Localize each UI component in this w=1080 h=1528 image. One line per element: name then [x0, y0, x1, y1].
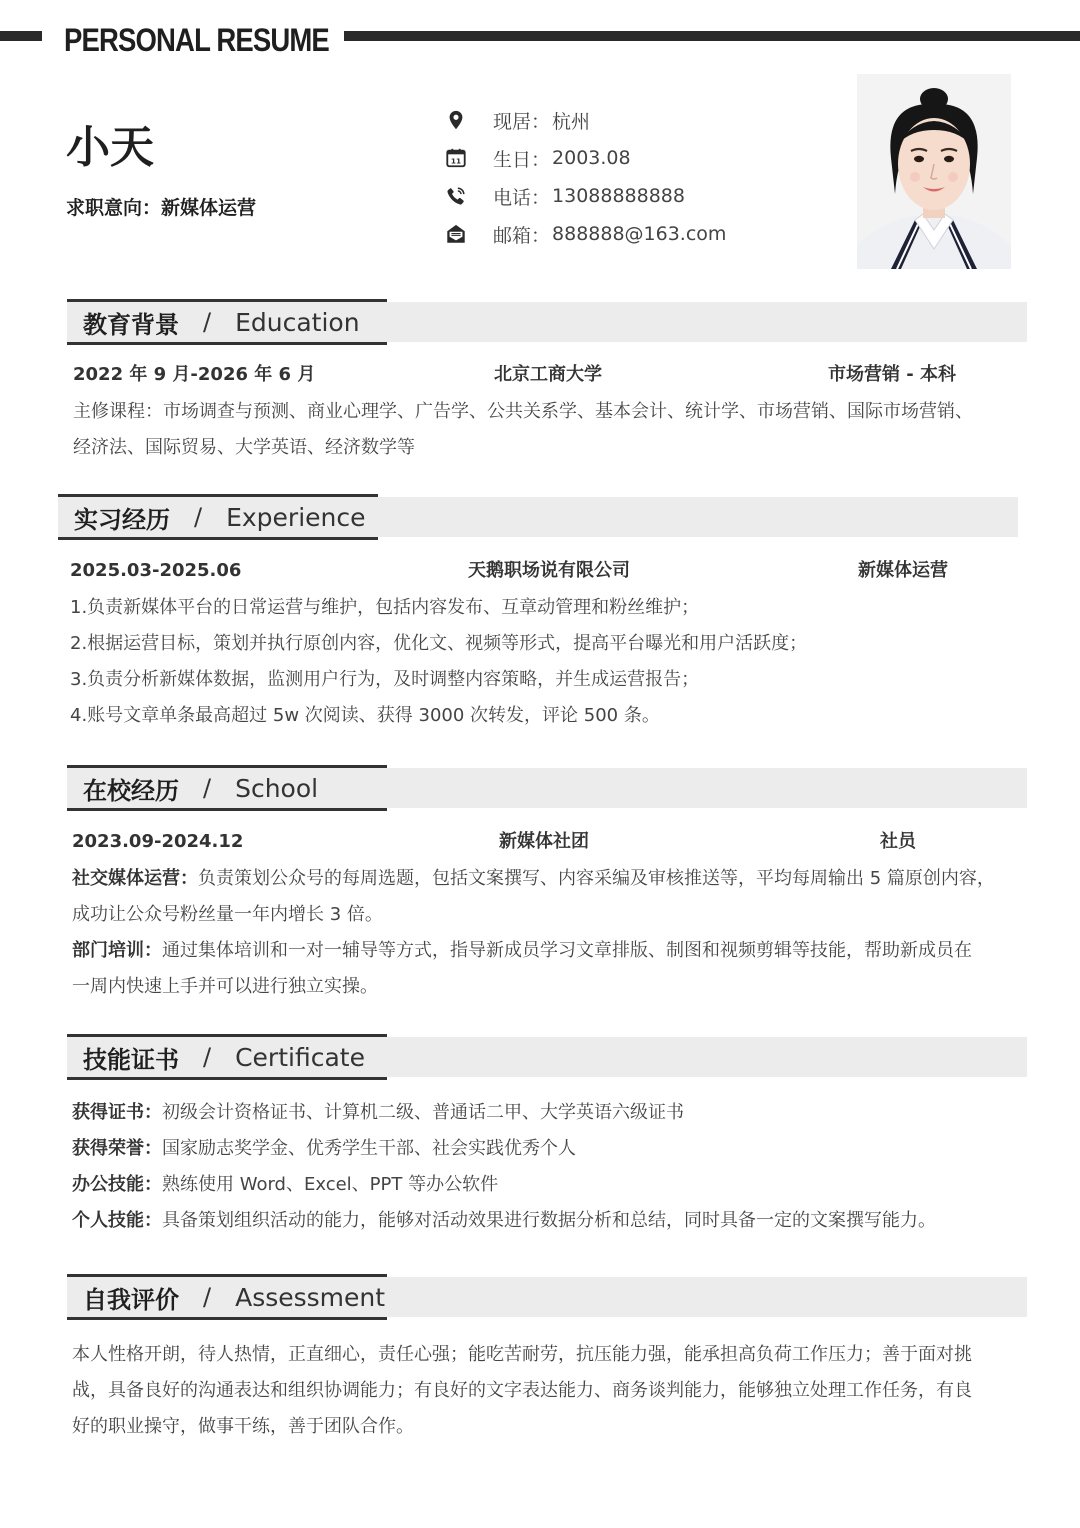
section-title-zh: 在校经历	[83, 776, 179, 805]
school-item-2-line1	[72, 933, 972, 969]
info-location-value: 杭州	[552, 110, 591, 133]
experience-item-3: 3.负责分析新媒体数据，监测用户行为，及时调整内容策略，并生成运营报告；	[70, 669, 700, 690]
info-location-label: 现居：	[493, 110, 551, 133]
section-title-en: Certificate	[235, 1042, 365, 1072]
experience-position: 新媒体运营	[858, 560, 948, 581]
job-intent-value: 新媒体运营	[161, 197, 257, 219]
section-title-zh: 教育背景	[83, 310, 179, 339]
certificate-item-value: 具备策划组织活动的能力，能够对活动效果进行数据分析和总结，同时具备一定的文案撰写能力。	[162, 1210, 936, 1231]
assessment-line-3: 好的职业操守，做事干练，善于团队合作。	[72, 1416, 414, 1437]
experience-item-2: 2.根据运营目标，策划并执行原创内容，优化文、视频等形式，提高平台曝光和用户活跃度；	[70, 633, 808, 654]
candidate-name: 小天	[66, 122, 154, 173]
section-title-slash: /	[203, 774, 212, 802]
section-title-slash: /	[203, 1043, 212, 1071]
info-location	[444, 105, 590, 135]
section-header-tab	[58, 494, 378, 540]
info-birthday	[444, 143, 631, 173]
section-title-en: Education	[235, 307, 360, 337]
certificate-item-value: 国家励志奖学金、优秀学生干部、社会实践优秀个人	[162, 1138, 576, 1159]
assessment-line-1: 本人性格开朗，待人热情，正直细心，责任心强；能吃苦耐劳，抗压能力强，能承担高负荷工作压力；善于面对挑	[72, 1344, 972, 1365]
school-item-2-label: 部门培训：	[72, 940, 162, 961]
section-title-en: Experience	[226, 502, 366, 532]
job-intent	[66, 194, 256, 222]
school-role: 社员	[880, 831, 916, 852]
section-title-zh: 技能证书	[83, 1045, 179, 1074]
section-header-tab	[67, 1034, 387, 1080]
mail-icon	[444, 222, 468, 246]
school-item-1-line2: 成功让公众号粉丝量一年内增长 3 倍。	[72, 904, 383, 925]
school-period: 2023.09-2024.12	[72, 831, 244, 852]
certificate-item-label: 个人技能：	[72, 1210, 162, 1231]
info-birthday-value: 2003.08	[552, 147, 631, 169]
school-item-2-text: 通过集体培训和一对一辅导等方式，指导新成员学习文章排版、制图和视频剪辑等技能，帮助新成员在	[162, 940, 972, 961]
info-birthday-label: 生日：	[493, 148, 551, 171]
job-intent-label: 求职意向：	[66, 197, 162, 219]
education-major: 市场营销 - 本科	[828, 364, 957, 385]
assessment-line-2: 战，具备良好的沟通表达和组织协调能力；有良好的文字表达能力、商务谈判能力，能够独立处理工作任务，有良	[72, 1380, 972, 1401]
school-item-1-line1	[72, 861, 995, 897]
education-period: 2022 年 9 月-2026 年 6 月	[73, 364, 316, 385]
school-item-1-label: 社交媒体运营：	[72, 868, 198, 889]
calendar-icon	[444, 146, 468, 170]
section-title-en: School	[235, 773, 319, 803]
education-school: 北京工商大学	[494, 364, 602, 385]
section-header-tab	[67, 299, 387, 345]
certificate-item-4	[72, 1203, 936, 1239]
banner-bar-left	[0, 31, 42, 41]
certificate-item-2	[72, 1131, 576, 1167]
experience-item-4: 4.账号文章单条最高超过 5w 次阅读、获得 3000 次转发，评论 500 条。	[70, 705, 660, 726]
certificate-item-label: 获得证书：	[72, 1102, 162, 1123]
experience-item-1: 1.负责新媒体平台的日常运营与维护，包括内容发布、互章动管理和粉丝维护；	[70, 597, 700, 618]
school-org: 新媒体社团	[499, 831, 589, 852]
section-title-slash: /	[203, 1283, 212, 1311]
info-email	[444, 219, 726, 249]
svg-text:11: 11	[450, 156, 462, 166]
info-phone-value: 13088888888	[552, 185, 685, 207]
location-pin-icon	[444, 108, 468, 132]
section-title-en: Assessment	[235, 1282, 386, 1312]
certificate-item-value: 熟练使用 Word、Excel、PPT 等办公软件	[162, 1174, 499, 1195]
certificate-item-3	[72, 1167, 498, 1203]
certificate-item-value: 初级会计资格证书、计算机二级、普通话二甲、大学英语六级证书	[162, 1102, 684, 1123]
certificate-item-label: 获得荣誉：	[72, 1138, 162, 1159]
info-email-label: 邮箱：	[493, 224, 551, 247]
experience-company: 天鹅职场说有限公司	[468, 560, 630, 581]
banner-title: PERSONAL RESUME	[64, 22, 329, 58]
certificate-item-1	[72, 1095, 684, 1131]
school-item-1-text: 负责策划公众号的每周选题，包括文案撰写、内容采编及审核推送等，平均每周输出 5 篇原创内容，	[198, 868, 995, 889]
section-header-tab	[67, 1274, 387, 1320]
section-title-slash: /	[194, 503, 203, 531]
section-header-tab	[67, 765, 387, 811]
school-item-2-line2: 一周内快速上手并可以进行独立实操。	[72, 976, 378, 997]
section-title-zh: 自我评价	[83, 1285, 179, 1314]
experience-period: 2025.03-2025.06	[70, 560, 242, 581]
education-courses-line1: 主修课程：市场调查与预测、商业心理学、广告学、公共关系学、基本会计、统计学、市场营销、国际市场营销、	[73, 401, 973, 422]
certificate-item-label: 办公技能：	[72, 1174, 162, 1195]
info-phone-label: 电话：	[493, 186, 551, 209]
info-phone	[444, 181, 685, 211]
banner-bar-right	[344, 31, 1080, 41]
education-courses-line2: 经济法、国际贸易、大学英语、经济数学等	[73, 437, 415, 458]
info-email-value: 888888@163.com	[552, 223, 727, 245]
section-title-zh: 实习经历	[74, 505, 170, 534]
phone-icon	[444, 184, 468, 208]
profile-photo	[857, 74, 1011, 269]
section-title-slash: /	[203, 308, 212, 336]
